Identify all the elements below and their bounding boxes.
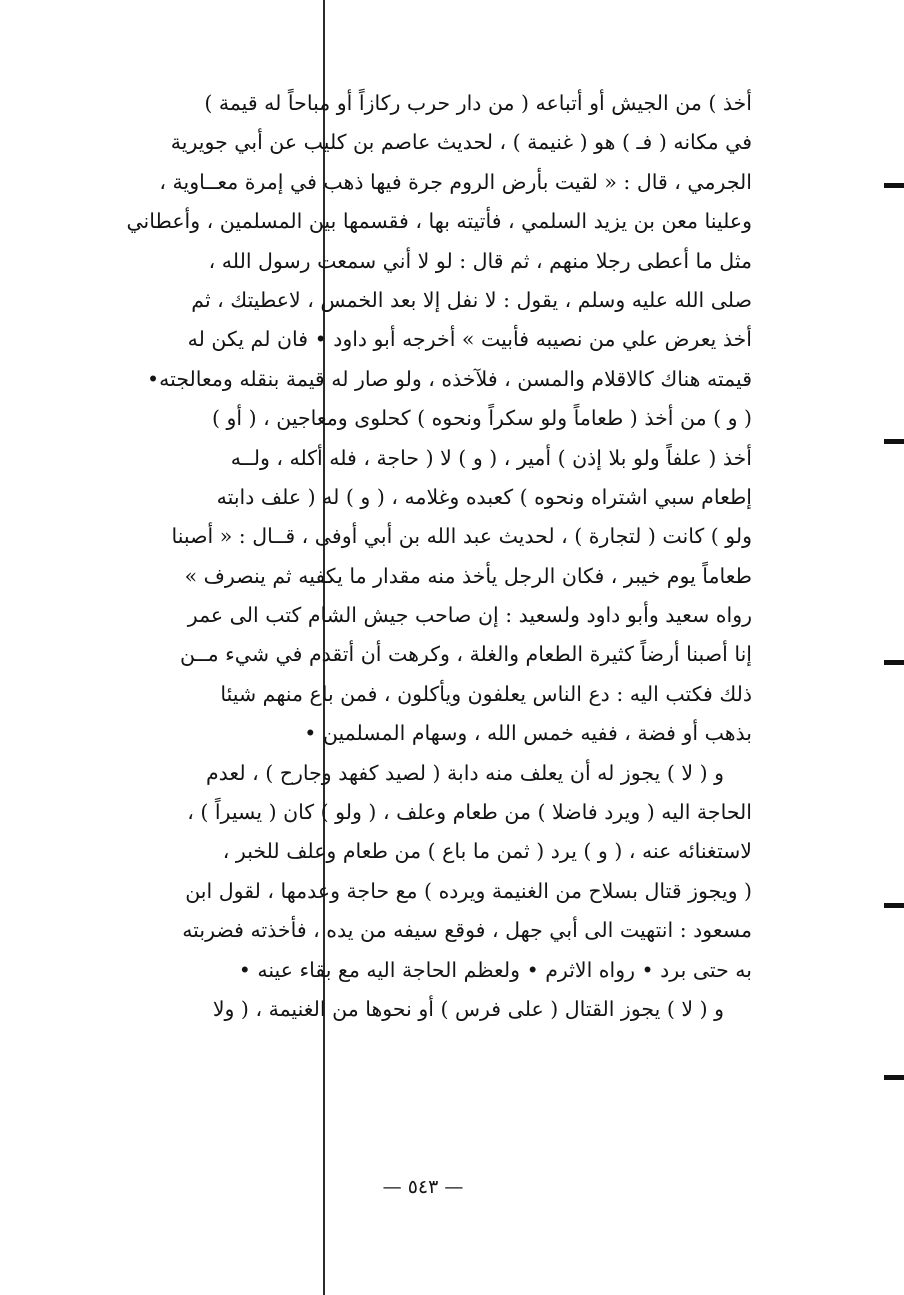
text-line: أخذ ( علفاً ولو بلا إذن ) أمير ، ( و ) لا ( حاجة ، فله أكله ، ولــه xyxy=(230,445,752,470)
text-line: لاستغنائه عنه ، ( و ) يرد ( ثمن ما باع ) من طعام وعلف للخبر ، xyxy=(222,839,752,864)
margin-tab-mark xyxy=(884,439,904,444)
page-number: — ٥٤٣ — xyxy=(382,1176,464,1198)
text-line: ذلك فكتب اليه : دع الناس يعلفون ويأكلون ، فمن باع منهم شيئا xyxy=(220,681,752,706)
text-line: إنا أصبنا أرضاً كثيرة الطعام والغلة ، وكرهت أن أتقدم في شيء مــن xyxy=(180,642,752,667)
text-line: بذهب أو فضة ، ففيه خمس الله ، وسهام المسلمين • xyxy=(304,721,752,746)
body-text xyxy=(100,84,752,1029)
text-line: وعلينا معن بن يزيد السلمي ، فأتيته بها ، فقسمها بين المسلمين ، وأعطاني xyxy=(126,209,752,234)
text-line: ولو ) كانت ( لتجارة ) ، لحديث عبد الله بن أبي أوفى ، قــال : « أصبنا xyxy=(171,524,752,549)
margin-tab-mark xyxy=(884,1075,904,1080)
text-line: أخذ يعرض علي من نصيبه فأبيت » أخرجه أبو داود • فان لم يكن له xyxy=(187,327,752,352)
margin-tab-mark xyxy=(884,903,904,908)
text-line: به حتى برد • رواه الاثرم • ولعظم الحاجة اليه مع بقاء عينه • xyxy=(238,957,752,982)
text-line: و ( لا ) يجوز له أن يعلف منه دابة ( لصيد كفهد وجارح ) ، لعدم xyxy=(205,760,724,785)
margin-tab-mark xyxy=(884,660,904,665)
text-line: في مكانه ( فـ ) هو ( غنيمة ) ، لحديث عاصم بن كليب عن أبي جويرية xyxy=(170,130,752,155)
text-line: الحاجة اليه ( ويرد فاضلا ) من طعام وعلف ، ( ولو ) كان ( يسيراً ) ، xyxy=(187,800,752,825)
text-line: إطعام سبي اشتراه ونحوه ) كعبده وغلامه ، ( و ) له ( علف دابته xyxy=(216,484,752,509)
text-line: مثل ما أعطى رجلا منهم ، ثم قال : لو لا أني سمعت رسول الله ، xyxy=(208,248,752,273)
text-line: ( ويجوز قتال بسلاح من الغنيمة ويرده ) مع حاجة وعدمها ، لقول ابن xyxy=(185,878,752,903)
text-line: طعاماً يوم خيبر ، فكان الرجل يأخذ منه مقدار ما يكفيه ثم ينصرف » xyxy=(184,563,752,588)
text-line: صلى الله عليه وسلم ، يقول : لا نفل إلا بعد الخمس ، لاعطيتك ، ثم xyxy=(191,287,752,312)
text-line: ( و ) من أخذ ( طعاماً ولو سكراً ونحوه ) كحلوى ومعاجين ، ( أو ) xyxy=(211,406,752,431)
text-line: أخذ ) من الجيش أو أتباعه ( من دار حرب ركازاً أو مباحاً له قيمة ) xyxy=(204,91,752,115)
margin-tab-mark xyxy=(884,183,904,188)
text-line: و ( لا ) يجوز القتال ( على فرس ) أو نحوها من الغنيمة ، ( ولا xyxy=(212,996,724,1021)
text-line: الجرمي ، قال : « لقيت بأرض الروم جرة فيها ذهب في إمرة معــاوية ، xyxy=(159,169,752,194)
text-line: قيمته هناك كالاقلام والمسن ، فلآخذه ، ولو صار له قيمة بنقله ومعالجته• xyxy=(147,366,752,391)
text-line: مسعود : انتهيت الى أبي جهل ، فوقع سيفه من يده ، فأخذته فضربته xyxy=(182,918,752,943)
text-line: رواه سعيد وأبو داود ولسعيد : إن صاحب جيش الشام كتب الى عمر xyxy=(187,603,752,628)
